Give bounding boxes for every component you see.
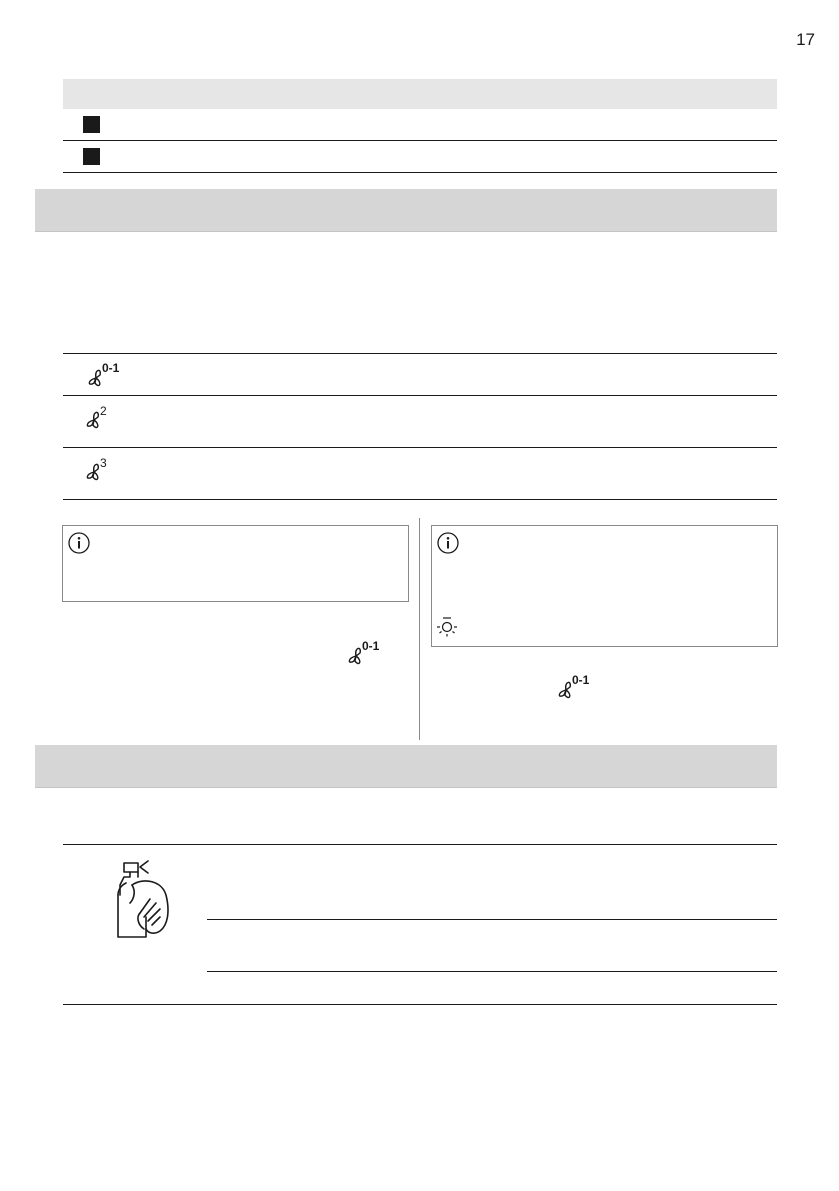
- table-divider: [63, 353, 777, 354]
- section-header: [35, 745, 777, 788]
- fan-speed-superscript: 0-1: [572, 673, 590, 687]
- info-icon: [66, 530, 92, 556]
- fan-icon: [82, 360, 132, 392]
- fan-speed-superscript: 0-1: [362, 639, 380, 653]
- table-divider: [63, 499, 777, 500]
- fan-icon: [342, 638, 392, 670]
- table-row: [63, 109, 777, 141]
- fan-speed-row: [82, 360, 132, 392]
- info-icon: [435, 530, 461, 556]
- table-divider: [63, 844, 777, 845]
- table-divider: [63, 447, 777, 448]
- lamp-icon: [435, 615, 459, 639]
- table-divider: [63, 1004, 777, 1005]
- section-header: [35, 189, 777, 232]
- page-number: 17: [796, 30, 815, 49]
- table-divider: [63, 395, 777, 396]
- table-divider: [207, 971, 777, 972]
- fan-speed-row: [82, 454, 132, 486]
- filled-square-icon: [83, 148, 100, 165]
- fan-icon: [82, 402, 132, 434]
- info-box-right: [431, 525, 778, 647]
- info-box-left: [62, 525, 409, 602]
- spray-and-cloth-icon: [110, 855, 180, 940]
- fan-speed-superscript: 2: [100, 404, 107, 418]
- fan-icon: [552, 672, 602, 704]
- table-header: [63, 79, 777, 109]
- fan-icon: [82, 454, 132, 486]
- fan-speed-superscript: 0-1: [102, 361, 120, 375]
- table-divider: [207, 919, 777, 920]
- fan-speed-superscript: 3: [100, 456, 107, 470]
- fan-speed-row: [82, 402, 132, 434]
- column-divider: [419, 518, 420, 740]
- filled-square-icon: [83, 116, 100, 133]
- table-row: [63, 141, 777, 173]
